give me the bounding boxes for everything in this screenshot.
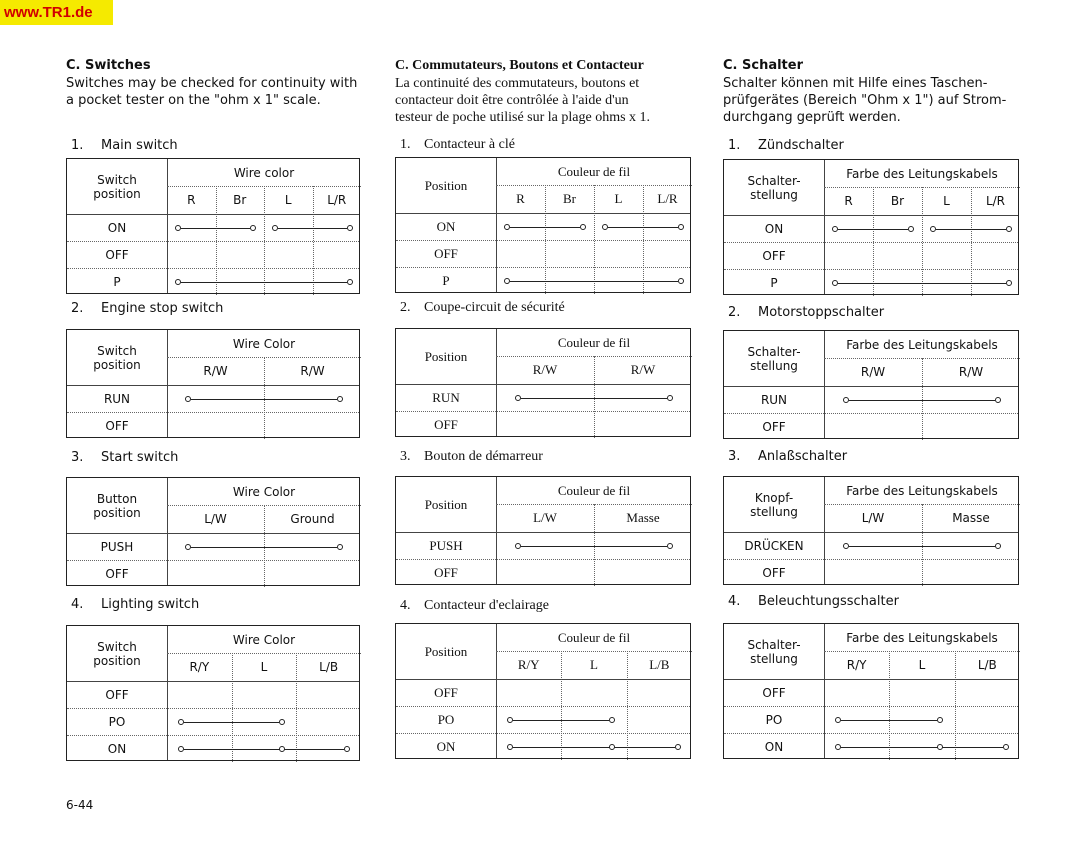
wire-color-label: R/W xyxy=(630,362,656,377)
table-title xyxy=(71,301,223,316)
table-title-text: Lighting switch xyxy=(101,597,200,612)
table-row xyxy=(396,679,690,706)
table-number: 2. xyxy=(728,305,741,320)
terminal-circle-icon xyxy=(580,224,586,230)
position-header: Knopf- stellung xyxy=(750,490,798,519)
table-number: 1. xyxy=(728,138,741,153)
terminal-circle-icon xyxy=(250,225,256,231)
table-title-text: Beleuchtungsschalter xyxy=(758,594,899,609)
position-label: OFF xyxy=(434,565,458,580)
table-row xyxy=(396,532,690,559)
table-row xyxy=(67,735,359,762)
connection-line xyxy=(849,400,996,401)
terminal-circle-icon xyxy=(504,278,510,284)
table-number: 4. xyxy=(400,598,411,613)
position-label: OFF xyxy=(105,248,129,262)
table-title-text: Bouton de démarreur xyxy=(424,449,543,464)
table-row xyxy=(67,214,359,241)
switch-continuity-table xyxy=(723,476,1019,585)
connection-line xyxy=(181,282,348,283)
wire-color-label: Ground xyxy=(290,512,335,526)
wire-color-label: L/R xyxy=(657,191,678,206)
page-number: 6-44 xyxy=(66,798,94,812)
table-number: 4. xyxy=(728,594,741,609)
continuity-connection xyxy=(181,745,347,755)
wire-color-label: L xyxy=(614,191,623,206)
wire-color-header: Couleur de fil xyxy=(557,482,631,498)
intro-line: La continuité des commutateurs, boutons et xyxy=(395,76,640,91)
connection-line xyxy=(841,747,1002,748)
continuity-connection xyxy=(838,743,1005,753)
terminal-circle-icon xyxy=(344,746,350,752)
table-title-text: Engine stop switch xyxy=(101,301,224,316)
switch-continuity-table xyxy=(395,328,691,437)
position-label: P xyxy=(770,276,778,290)
position-label: PUSH xyxy=(429,538,463,553)
position-header: Switch position xyxy=(93,172,141,201)
terminal-circle-icon xyxy=(337,544,343,550)
table-title xyxy=(728,449,847,464)
table-row xyxy=(724,679,1018,706)
wire-color-label: L/B xyxy=(319,660,339,674)
table-row xyxy=(724,532,1018,559)
terminal-circle-icon xyxy=(279,719,285,725)
table-row xyxy=(724,269,1018,296)
position-label: OFF xyxy=(105,688,129,702)
table-row xyxy=(724,242,1018,269)
table-number: 3. xyxy=(400,449,411,464)
table-row xyxy=(396,706,690,733)
position-label: ON xyxy=(436,739,456,754)
table-title-text: Motorstoppschalter xyxy=(758,305,885,320)
position-label: ON xyxy=(107,742,127,756)
terminal-circle-icon xyxy=(678,224,684,230)
table-number: 3. xyxy=(728,449,741,464)
terminal-circle-icon xyxy=(832,226,838,232)
intro-line: testeur de poche utilisé sur la plage ohms x 1. xyxy=(395,110,651,125)
table-title-text: Contacteur à clé xyxy=(424,137,515,152)
position-label: P xyxy=(442,273,450,288)
position-label: PO xyxy=(437,712,455,727)
table-row xyxy=(67,681,359,708)
position-header: Position xyxy=(424,177,468,193)
wire-color-header: Farbe des Leitungskabels xyxy=(846,630,998,645)
wire-color-header: Couleur de fil xyxy=(557,334,631,350)
table-row xyxy=(396,411,690,438)
terminal-circle-icon xyxy=(347,225,353,231)
wire-color-header: Farbe des Leitungskabels xyxy=(846,337,998,352)
switch-continuity-table xyxy=(66,625,360,761)
continuity-connection xyxy=(835,225,911,235)
table-row xyxy=(67,241,359,268)
connection-line xyxy=(191,399,336,400)
wire-color-label: Br xyxy=(563,191,576,206)
section-intro xyxy=(395,75,650,126)
position-label: OFF xyxy=(762,249,786,263)
terminal-circle-icon xyxy=(347,279,353,285)
continuity-connection xyxy=(188,543,339,553)
switch-continuity-table xyxy=(723,159,1019,295)
section-heading: C. Switches xyxy=(66,58,151,73)
terminal-circle-icon xyxy=(507,744,513,750)
table-row xyxy=(724,215,1018,242)
table-number: 1. xyxy=(400,137,411,152)
position-label: RUN xyxy=(103,392,131,406)
switch-continuity-table xyxy=(66,477,360,586)
position-header: Schalter- stellung xyxy=(747,344,801,373)
wire-color-label: R/Y xyxy=(846,658,867,672)
terminal-circle-icon xyxy=(835,717,841,723)
position-label: RUN xyxy=(432,390,460,405)
wire-color-label: L/R xyxy=(327,193,347,207)
connection-line xyxy=(513,720,609,721)
position-label: DRÜCKEN xyxy=(744,539,804,553)
terminal-circle-icon xyxy=(185,544,191,550)
wire-color-label: L xyxy=(590,657,598,672)
connection-line xyxy=(521,546,668,547)
wire-color-label: Br xyxy=(233,193,247,207)
terminal-circle-icon xyxy=(178,719,184,725)
position-label: ON xyxy=(764,222,784,236)
table-title xyxy=(400,137,515,153)
terminal-circle-icon xyxy=(678,278,684,284)
wire-color-label: L/W xyxy=(861,511,885,525)
continuity-connection xyxy=(507,223,583,233)
table-row xyxy=(724,706,1018,733)
terminal-circle-icon xyxy=(930,226,936,232)
table-row xyxy=(396,240,690,267)
switch-continuity-table xyxy=(395,157,691,293)
terminal-circle-icon xyxy=(272,225,278,231)
continuity-connection xyxy=(846,396,999,406)
continuity-connection xyxy=(518,394,671,404)
terminal-circle-icon xyxy=(995,397,1001,403)
terminal-circle-icon xyxy=(1003,744,1009,750)
position-label: PO xyxy=(765,713,783,727)
wire-color-label: R/Y xyxy=(189,660,210,674)
terminal-circle-icon xyxy=(602,224,608,230)
wire-color-label: Masse xyxy=(626,510,660,525)
table-row xyxy=(724,733,1018,760)
position-header: Position xyxy=(424,496,468,512)
table-title-text: Start switch xyxy=(101,450,179,465)
table-title-text: Anlaßschalter xyxy=(758,449,848,464)
position-header: Schalter- stellung xyxy=(747,637,801,666)
table-title xyxy=(400,598,549,614)
intro-line: durchgang geprüft werden. xyxy=(723,110,901,125)
terminal-circle-icon xyxy=(504,224,510,230)
connection-line xyxy=(278,228,348,229)
position-label: OFF xyxy=(762,566,786,580)
terminal-circle-icon xyxy=(667,543,673,549)
terminal-circle-icon xyxy=(835,744,841,750)
connection-line xyxy=(184,749,344,750)
terminal-circle-icon xyxy=(515,395,521,401)
terminal-circle-icon xyxy=(832,280,838,286)
terminal-circle-icon xyxy=(675,744,681,750)
table-title xyxy=(728,138,844,153)
switch-continuity-table xyxy=(723,623,1019,759)
table-row xyxy=(67,385,359,412)
table-row xyxy=(396,384,690,411)
table-title xyxy=(71,597,199,612)
intro-line: contacteur doit être contrôlée à l'aide d'un xyxy=(395,93,629,108)
table-row xyxy=(67,533,359,560)
terminal-circle-icon xyxy=(1006,226,1012,232)
connection-line xyxy=(510,227,580,228)
section-heading: C. Schalter xyxy=(723,58,803,73)
wire-color-label: R/W xyxy=(203,364,228,378)
table-row xyxy=(724,559,1018,586)
wire-color-header: Farbe des Leitungskabels xyxy=(846,166,998,181)
position-header: Switch position xyxy=(93,343,141,372)
terminal-circle-icon xyxy=(843,397,849,403)
table-number: 2. xyxy=(400,300,411,315)
table-title xyxy=(400,449,543,465)
terminal-circle-icon xyxy=(843,543,849,549)
wire-color-label: L/B xyxy=(977,658,997,672)
wire-color-label: R/W xyxy=(300,364,325,378)
wire-color-label: L/W xyxy=(204,512,227,526)
position-label: PUSH xyxy=(100,540,134,554)
table-number: 4. xyxy=(71,597,84,612)
position-header: Schalter- stellung xyxy=(747,173,801,202)
continuity-connection xyxy=(181,718,282,728)
connection-line xyxy=(936,229,1006,230)
continuity-connection xyxy=(275,224,351,234)
intro-line: prüfgerätes (Bereich "Ohm x 1") auf Strom- xyxy=(723,93,1007,108)
connection-line xyxy=(838,229,908,230)
wire-color-label: Masse xyxy=(952,511,990,525)
table-title xyxy=(728,305,884,320)
section-intro xyxy=(66,75,357,109)
table-row xyxy=(724,413,1018,440)
connection-line xyxy=(838,283,1006,284)
continuity-connection xyxy=(178,278,351,288)
table-row xyxy=(67,708,359,735)
continuity-connection xyxy=(846,542,999,552)
intro-line: Schalter können mit Hilfe eines Taschen- xyxy=(723,76,988,91)
terminal-circle-icon xyxy=(609,744,615,750)
wire-color-header: Wire Color xyxy=(232,484,296,499)
position-header: Switch position xyxy=(93,639,141,668)
wire-color-header: Wire Color xyxy=(232,336,296,351)
position-label: ON xyxy=(764,740,784,754)
table-row xyxy=(67,268,359,295)
continuity-connection xyxy=(933,225,1009,235)
connection-line xyxy=(608,227,678,228)
connection-line xyxy=(510,281,678,282)
connection-line xyxy=(521,398,668,399)
wire-color-label: L xyxy=(284,193,292,207)
connection-line xyxy=(841,720,937,721)
table-row xyxy=(67,412,359,439)
switch-continuity-table xyxy=(395,476,691,585)
continuity-connection xyxy=(835,279,1009,289)
wire-color-label: R/W xyxy=(532,362,558,377)
wire-color-label: R xyxy=(844,194,853,208)
table-title xyxy=(71,138,178,153)
table-title-text: Coupe-circuit de sécurité xyxy=(424,300,565,315)
table-title-text: Main switch xyxy=(101,138,178,153)
table-title-text: Contacteur d'eclairage xyxy=(424,598,549,613)
intro-line: a pocket tester on the "ohm x 1" scale. xyxy=(66,93,321,108)
french-column xyxy=(395,0,695,850)
continuity-connection xyxy=(178,224,254,234)
switch-continuity-table xyxy=(66,329,360,438)
wire-color-label: Br xyxy=(890,194,905,208)
section-intro xyxy=(723,75,1006,126)
position-header: Button position xyxy=(93,491,141,520)
wire-color-label: R/Y xyxy=(517,657,540,672)
continuity-connection xyxy=(188,395,339,405)
terminal-circle-icon xyxy=(609,717,615,723)
position-label: OFF xyxy=(105,567,129,581)
table-number: 3. xyxy=(71,450,84,465)
table-title-text: Zündschalter xyxy=(758,138,844,153)
terminal-circle-icon xyxy=(175,225,181,231)
terminal-circle-icon xyxy=(937,744,943,750)
position-label: ON xyxy=(107,221,127,235)
terminal-circle-icon xyxy=(667,395,673,401)
position-label: OFF xyxy=(762,686,786,700)
terminal-circle-icon xyxy=(178,746,184,752)
position-label: OFF xyxy=(762,420,786,434)
wire-color-label: R/W xyxy=(860,365,886,379)
wire-color-header: Couleur de fil xyxy=(557,163,631,179)
continuity-connection xyxy=(838,716,940,726)
position-label: OFF xyxy=(434,685,458,700)
table-row xyxy=(724,386,1018,413)
wire-color-label: L/R xyxy=(985,194,1006,208)
english-column xyxy=(66,0,364,850)
table-title xyxy=(728,594,899,609)
connection-line xyxy=(184,722,279,723)
wire-color-label: R xyxy=(516,191,525,206)
terminal-circle-icon xyxy=(279,746,285,752)
table-row xyxy=(396,213,690,240)
intro-line: Switches may be checked for continuity with xyxy=(66,76,358,91)
wire-color-header: Wire color xyxy=(233,165,295,180)
continuity-connection xyxy=(510,743,677,753)
connection-line xyxy=(191,547,336,548)
continuity-connection xyxy=(518,542,671,552)
wire-color-label: L/B xyxy=(649,657,670,672)
position-header: Position xyxy=(424,348,468,364)
position-label: ON xyxy=(436,219,456,234)
position-label: P xyxy=(113,275,121,289)
terminal-circle-icon xyxy=(515,543,521,549)
section-heading: C. Commutateurs, Boutons et Contacteur xyxy=(395,58,644,73)
switch-continuity-table xyxy=(723,330,1019,439)
table-row xyxy=(396,559,690,586)
position-header: Position xyxy=(424,643,468,659)
wire-color-header: Farbe des Leitungskabels xyxy=(846,483,998,498)
terminal-circle-icon xyxy=(337,396,343,402)
position-label: OFF xyxy=(434,246,458,261)
position-label: RUN xyxy=(760,393,788,407)
terminal-circle-icon xyxy=(507,717,513,723)
terminal-circle-icon xyxy=(175,279,181,285)
position-label: PO xyxy=(108,715,126,729)
table-number: 2. xyxy=(71,301,84,316)
position-label: OFF xyxy=(105,419,129,433)
terminal-circle-icon xyxy=(185,396,191,402)
wire-color-label: L xyxy=(943,194,950,208)
terminal-circle-icon xyxy=(908,226,914,232)
table-title xyxy=(71,450,178,465)
position-label: OFF xyxy=(434,417,458,432)
german-column xyxy=(723,0,1023,850)
continuity-connection xyxy=(605,223,681,233)
switch-continuity-table xyxy=(66,158,360,294)
connection-line xyxy=(849,546,996,547)
connection-line xyxy=(181,228,251,229)
table-number: 1. xyxy=(71,138,84,153)
wire-color-label: L xyxy=(260,660,268,674)
continuity-connection xyxy=(510,716,612,726)
wire-color-label: R/W xyxy=(958,365,984,379)
wire-color-label: L/W xyxy=(533,510,557,525)
continuity-connection xyxy=(507,277,681,287)
wire-color-label: R xyxy=(187,193,196,207)
table-title xyxy=(400,300,565,316)
table-row xyxy=(396,733,690,760)
wire-color-header: Wire Color xyxy=(232,632,296,647)
connection-line xyxy=(513,747,674,748)
wire-color-label: L xyxy=(918,658,926,672)
wire-color-header: Couleur de fil xyxy=(557,629,631,645)
switch-continuity-table xyxy=(395,623,691,759)
table-row xyxy=(396,267,690,294)
terminal-circle-icon xyxy=(1006,280,1012,286)
table-row xyxy=(67,560,359,587)
terminal-circle-icon xyxy=(995,543,1001,549)
terminal-circle-icon xyxy=(937,717,943,723)
site-watermark: www.TR1.de xyxy=(0,0,113,25)
